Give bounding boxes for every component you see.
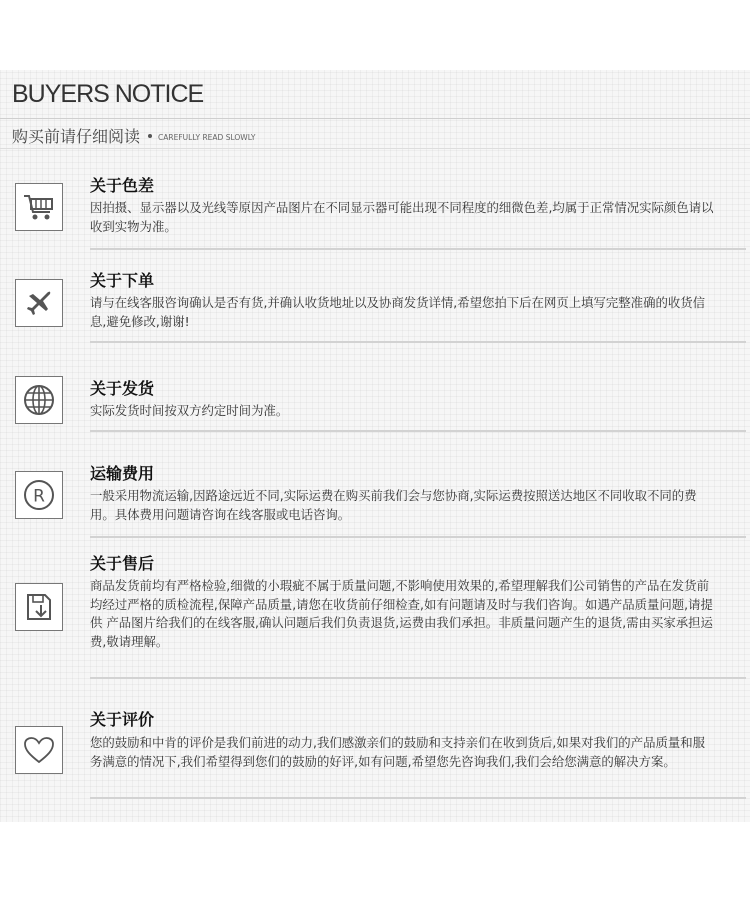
svg-text:R: R <box>33 486 45 507</box>
globe-icon <box>15 376 63 424</box>
section-body: 商品发货前均有严格检验,细微的小瑕疵不属于质量问题,不影响使用效果的,希望理解我们公司销售的产品在发货前均经过严格的质检流程,保障产品质量,请您在收货前仔细检查,如有问题请及时与我们咨询。如遇产品质量问题,请提供 产品图片给我们的在线客服,确认问题后我们负责退货,运费由我们承担。非质量问题产生的退货,需由买家承担运费,敬请理解。 <box>90 578 713 649</box>
section-divider <box>90 341 746 343</box>
page-subtitle <box>12 124 255 147</box>
top-band <box>0 0 750 70</box>
bullet-dot-icon <box>148 134 152 138</box>
section-title: 关于色差 <box>90 176 155 195</box>
airplane-icon <box>15 279 63 327</box>
section-title: 运输费用 <box>90 464 155 483</box>
registered-icon <box>15 471 63 519</box>
section-body: 您的鼓励和中肯的评价是我们前进的动力,我们感激亲们的鼓励和支持亲们在收到货后,如果对我们的产品质量和服务满意的情况下,我们希望得到您们的鼓励的好评,如有问题,希望您先咨询我们,我们会给您满意的解决方案。 <box>90 735 706 769</box>
download-icon <box>15 583 63 631</box>
subtitle-en: CAREFULLY READ SLOWLY <box>158 133 256 142</box>
section-divider <box>90 677 746 679</box>
section-divider <box>90 797 746 799</box>
section-divider <box>90 536 746 538</box>
heart-icon <box>15 726 63 774</box>
section-title: 关于下单 <box>90 271 155 290</box>
section-divider <box>90 430 746 432</box>
header-divider <box>0 118 750 119</box>
section-title: 关于评价 <box>90 710 155 729</box>
subtitle-cn: 购买前请仔细阅读 <box>12 127 141 146</box>
bottom-band <box>0 822 750 924</box>
section-body: 一般采用物流运输,因路途远近不同,实际运费在购买前我们会与您协商,实际运费按照送达地区不同收取不同的费用。具体费用问题请咨询在线客服或电话咨询。 <box>90 488 697 522</box>
subtitle-divider <box>0 148 750 149</box>
section-title: 关于发货 <box>90 379 155 398</box>
shopping-cart-icon <box>15 183 63 231</box>
page-title: BUYERS NOTICE <box>12 80 204 108</box>
section-body: 实际发货时间按双方约定时间为准。 <box>90 403 289 418</box>
section-divider <box>90 248 746 250</box>
section-body: 请与在线客服咨询确认是否有货,并确认收货地址以及协商发货详情,希望您拍下后在网页上填写完整准确的收货信息,避免修改,谢谢! <box>90 295 706 329</box>
section-body: 因拍摄、显示器以及光线等原因产品图片在不同显示器可能出现不同程度的细微色差,均属于正常情况实际颜色请以收到实物为准。 <box>90 200 714 234</box>
section-title: 关于售后 <box>90 554 155 573</box>
